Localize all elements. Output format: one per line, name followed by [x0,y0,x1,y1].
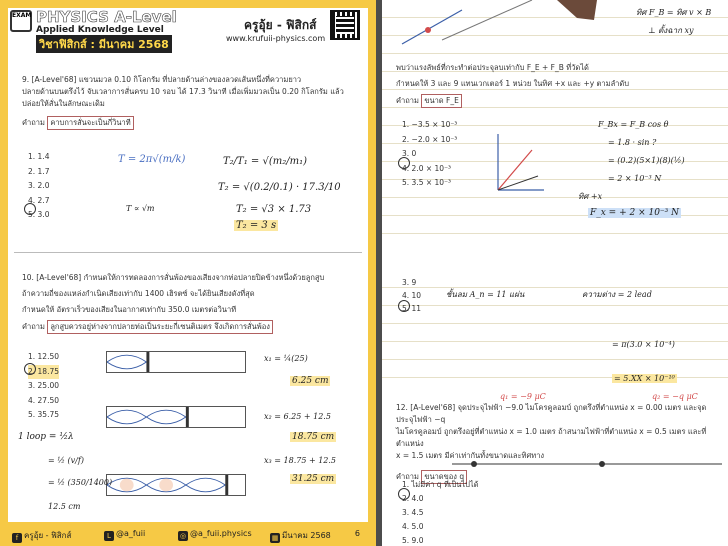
q9-text: 9. [A-Level'68] แขวนมวล 0.10 กิโลกรัม ที่ปลายด้านล่างของลวดเส้นหนึ่งที่ความยาว ปลายด้านบนตรึงไว้ จับเวลาการสั่นครบ 10 รอบ ได้ 17.3 วินาที เมื่อเพิ่มมวลเป็น 0.20 กิโลกรัม แล้ว ปล่อยให้สั่นในลักษณะเดิม คำถาม คาบการสั่นจะเป็นกี่วินาที [22,74,362,130]
q10-options [28,350,59,423]
footer-line[interactable]: L @a_fuii [104,529,145,541]
q12-option-2[interactable]: 2. 4.0 [402,494,424,503]
q9-option-3[interactable]: 3. 2.0 [28,181,50,190]
q9-option-1[interactable]: 1. 1.4 [28,152,50,161]
page-number: 6 [354,529,360,538]
page-footer [8,522,368,546]
footer-instagram[interactable]: ◎ @a_fuii.physics [179,529,252,540]
q9-ratio-1: T₂/T₁ = √(m₂/m₁) [223,156,307,167]
q10-option-3[interactable]: 3. 25.00 [28,381,60,390]
right-top-note-2: ⊥ ตั้งฉาก xy [648,26,694,35]
q10-loop-work-2: = ½ (350/1400) [48,478,113,487]
page-break [382,248,728,274]
right-mid-answer-circle-icon [398,300,410,312]
q10-option-5[interactable]: 5. 35.75 [28,410,60,419]
q12-options [402,478,479,546]
right-mid-work-2: ความต่าง = 2 lead [582,290,652,299]
q10-answer-circle-icon [24,363,36,375]
right-page [382,0,728,546]
vector-diagram [488,130,548,200]
q12-charge-2: q₂ = −q μC [652,392,698,401]
q9-answer-circle-icon [24,203,36,215]
q10-x1-value: 6.25 cm [292,376,329,386]
q10-x1: x₁ = ¼(25) [264,354,308,363]
right-q-text: พบว่าแรงลัพธ์ที่กระทำต่อประจุลบเท่ากับ F_E + F_B ที่วัดได้ กำหนดให้ 3 และ 9 แทนเวกเตอร์ 1 หน่วย ในทิศ +x และ +y ตามลำดับ คำถาม ขนาด F_E [396,62,722,108]
right-q-prompt: ขนาด F_E [421,94,462,108]
q9-ratio-2: T₂ = √(0.2/0.1) · 17.3/10 [218,182,341,193]
q10-text: 10. [A-Level'68] กำหนดให้การทดลองการสั่นพ้องของเสียงจากท่อปลายปิดข้างหนึ่งด้วยลูกสูบ ถ้าความถี่ของแหล่งกำเนิดเสียงเท่ากับ 1400 เฮิรตซ์ จะได้ยินเสียงดังที่สุด กำหนดให้ อัตราเร็วของเสียงในอากาศเท่ากับ 350.0 เมตรต่อวินาที คำถาม ลูกสูบควรอยู่ห่างจากปลายท่อเป็นระยะกี่เซนติเมตร จึงเกิดการสั่นพ้อง [22,272,362,334]
header-author: ครูอุ้ย - ฟิสิกส์ [244,18,317,32]
right-work-4: = 2 × 10⁻³ N [608,174,662,183]
calendar-icon: ▦ [271,534,279,542]
facebook-icon: f [12,533,22,543]
q10-x3-value: 31.25 cm [292,474,335,484]
q12-option-5[interactable]: 5. 9.0 [402,536,424,545]
right-q-option-4[interactable]: 4. 2.0 × 10⁻³ [402,163,452,173]
exam-logo: EXAM [10,10,32,32]
right-mid-option-5[interactable]: 5. 11 [402,304,422,313]
right-answer: F_x = + 2 × 10⁻³ N [590,208,680,218]
right-q-option-1[interactable]: 1. −3.5 × 10⁻³ [402,120,458,129]
q9-sketch-proportional: T ∝ √m [126,204,155,213]
right-mid-work-4: = 5.XX × 10⁻¹⁰ [614,374,675,383]
q9-option-2[interactable]: 2. 1.7 [28,166,50,176]
q10-loop: 1 loop = ½λ [18,432,74,442]
right-q-option-5[interactable]: 5. 3.5 × 10⁻³ [402,178,452,187]
q10-loop-value: 12.5 cm [48,502,81,511]
right-work-2: = 1.8 · sin ? [608,138,657,147]
divider [14,252,362,253]
line-icon: L [104,531,114,541]
q9-work: T₂ = √3 × 1.73 [236,204,312,215]
qr-code-icon [330,10,360,40]
q9-prompt: คาบการสั่นจะเป็นกี่วินาที [47,116,133,130]
right-top-diagram [382,0,728,50]
page-header [8,8,368,50]
q12-option-1[interactable]: 1. ไม่มีค่า q ที่เป็นไปได้ [402,480,479,489]
q12-prompt: ขนาดของ q [421,470,467,484]
right-q-option-2[interactable]: 2. −2.0 × 10⁻³ [402,134,458,144]
q10-option-2[interactable]: 2. 18.75 [28,365,59,380]
right-mid-work-1: ชั้นลม A_n = 11 แผ่น [446,290,525,299]
q10-prompt: ลูกสูบควรอยู่ห่างจากปลายท่อเป็นระยะกี่เซนติเมตร จึงเกิดการสั่นพ้อง [47,320,273,334]
q12-answer-circle-icon [398,488,410,500]
right-q-options [402,118,457,191]
header-subject: วิชาฟิสิกส์ : มีนาคม 2568 [36,35,172,53]
tube-diagram-1 [106,351,246,373]
footer-facebook[interactable]: f ครูอุ้ย - ฟิสิกส์ [12,529,71,543]
q10-x2-value: 18.75 cm [292,432,335,442]
right-work-3: = (0.2)(5×1)(8)(½) [608,156,685,165]
footer-date: ▦ มีนาคม 2568 [271,531,331,542]
header-website[interactable]: www.krufuii-physics.com [226,34,326,43]
tube-diagram-3 [106,474,246,496]
q12-option-3[interactable]: 3. 4.5 [402,508,424,517]
q10-x2: x₂ = 6.25 + 12.5 [264,412,331,421]
q12-axis [452,456,722,470]
header-title: PHYSICS A-Level [36,8,177,26]
q10-option-1[interactable]: 1. 12.50 [28,352,60,361]
right-work-1: F_Bx = F_B cos θ [598,120,669,129]
right-top-note: ทิศ F_B = ทิศ v × B [636,8,712,17]
right-mid-option-3[interactable]: 3. 9 [402,278,417,287]
right-mid-work-3: = π(3.0 × 10⁻⁴) [612,340,675,349]
q12-charge-1: q₁ = −9 μC [500,392,546,401]
right-mid-option-4[interactable]: 4. 10 [402,291,422,300]
q10-loop-work: = ½ (v/f) [48,456,84,465]
q10-option-4[interactable]: 4. 27.50 [28,395,60,405]
right-q-answer-circle-icon [398,157,410,169]
q12-text: 12. [A-Level'68] จุดประจุไฟฟ้า −9.0 ไมโครคูลอมบ์ ถูกตรึงที่ตำแหน่ง x = 0.00 เมตร และจุดประจุไฟฟ้า −q ไมโครคูลอมบ์ ถูกตรึงอยู่ที่ตำแหน่ง x = 1.0 เมตร ถ้าสนามไฟฟ้าที่ตำแหน่ง x = 0.5 เมตร และที่ตำแหน่ง x = 1.5 เมตร มีค่าเท่ากันทั้งขนาดและทิศทาง คำถาม ขนาดของ q [396,402,722,484]
instagram-icon: ◎ [179,532,187,540]
header-subtitle: Applied Knowledge Level [36,25,164,35]
right-q-option-3[interactable]: 3. 0 [402,149,417,158]
tube-diagram-2 [106,406,246,428]
q9-option-4[interactable]: 4. 2.7 [28,195,50,205]
q10-x3: x₃ = 18.75 + 12.5 [264,456,337,465]
q9-answer: T₂ = 3 s [236,220,277,231]
q9-sketch-text: T = 2π√(m/k) [118,154,186,165]
right-note: ทิศ +x [578,192,603,201]
q9-option-5[interactable]: 5. 3.0 [28,210,50,219]
q12-option-4[interactable]: 4. 5.0 [402,522,424,531]
